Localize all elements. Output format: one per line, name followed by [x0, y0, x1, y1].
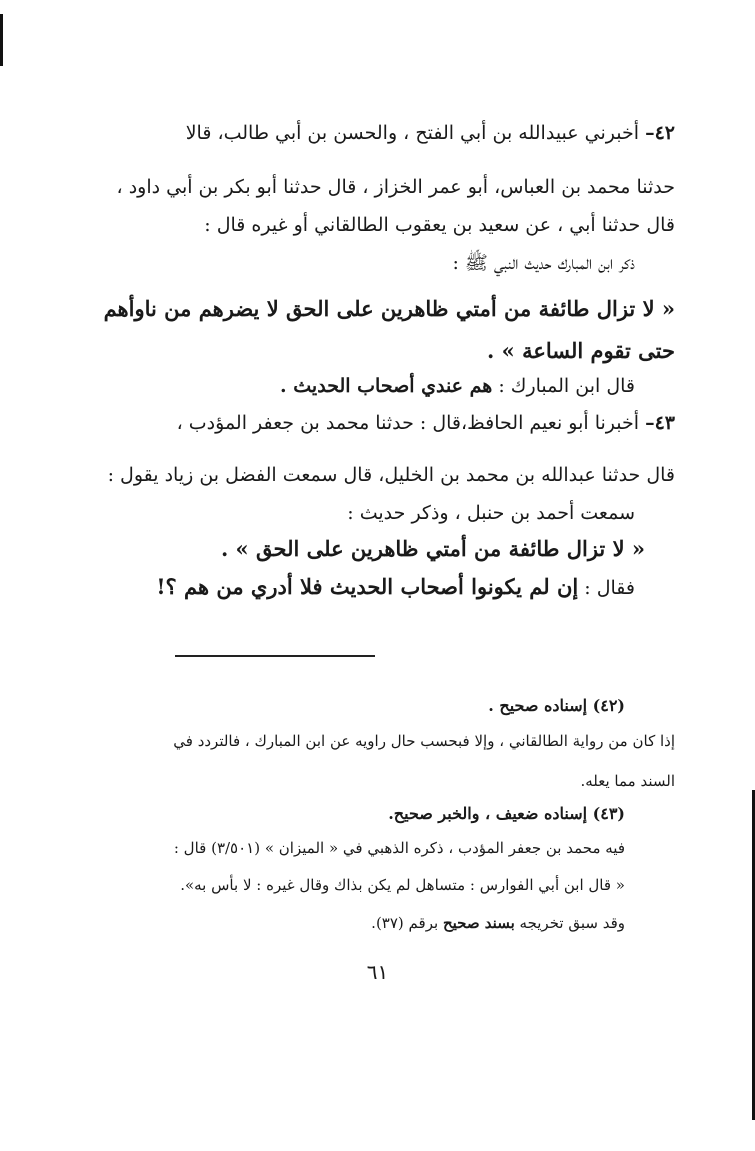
footnote-42-line-1: إذا كان من رواية الطالقاني ، وإلا فبحسب حال راويه عن ابن المبارك ، فالتردد في: [173, 732, 675, 750]
footnote-42-line-2: السند مما يعله.: [580, 772, 675, 790]
hadith-42-line-2: حدثنا محمد بن العباس، أبو عمر الخزاز ، قال حدثنا أبو بكر بن أبي داود ،: [116, 176, 675, 198]
hadith-43-line-2: قال حدثنا عبدالله بن محمد بن الخليل، قال سمعت الفضل بن زياد يقول :: [107, 464, 675, 486]
hadith-42-comment: قال ابن المبارك : هم عندي أصحاب الحديث .: [280, 375, 635, 397]
hadith-42-matn-2: حتى تقوم الساعة » .: [487, 338, 675, 363]
hadith-42-line-1: ٤٢– أخبرني عبيدالله بن أبي الفتح ، والحسن بن أبي طالب، قالا: [185, 122, 675, 144]
footnote-separator: [175, 655, 375, 657]
footnote-43-line-2: « قال ابن أبي الفوارس : متساهل لم يكن بذاك وقال غيره : لا بأس به».: [180, 876, 625, 894]
footnote-43-title: (٤٣) إسناده ضعيف ، والخبر صحيح.: [388, 804, 625, 823]
hadith-42-matn-1: « لا تزال طائفة من أمتي ظاهرين على الحق لا يضرهم من ناوأهم: [103, 296, 675, 321]
hadith-43-matn: « لا تزال طائفة من أمتي ظاهرين على الحق » .: [220, 536, 645, 561]
page-number: ٦١: [366, 960, 389, 984]
footnote-43-line-3: وقد سبق تخريجه بسند صحيح برقم (٣٧).: [371, 914, 625, 932]
hadith-42-number: ٤٢–: [645, 122, 675, 144]
hadith-42-line-4: ذكر ابن المبارك حديث النبي ﷺ :: [452, 252, 635, 274]
hadith-43-comment: فقال : إن لم يكونوا أصحاب الحديث فلا أدري من هم ؟!: [156, 574, 635, 599]
hadith-43-line-3: سمعت أحمد بن حنبل ، وذكر حديث :: [347, 502, 635, 524]
hadith-42-line-3: قال حدثنا أبي ، عن سعيد بن يعقوب الطالقاني أو غيره قال :: [204, 214, 675, 236]
footnote-42-title: (٤٢) إسناده صحيح .: [488, 696, 625, 715]
hadith-43-line-1: ٤٣– أخبرنا أبو نعيم الحافظ،قال : حدثنا محمد بن جعفر المؤدب ،: [176, 412, 675, 434]
scan-edge-left: [0, 14, 3, 66]
footnote-43-line-1: فيه محمد بن جعفر المؤدب ، ذكره الذهبي في « الميزان » (٣/٥٠١) قال :: [173, 839, 625, 857]
hadith-43-number: ٤٣–: [645, 412, 675, 434]
